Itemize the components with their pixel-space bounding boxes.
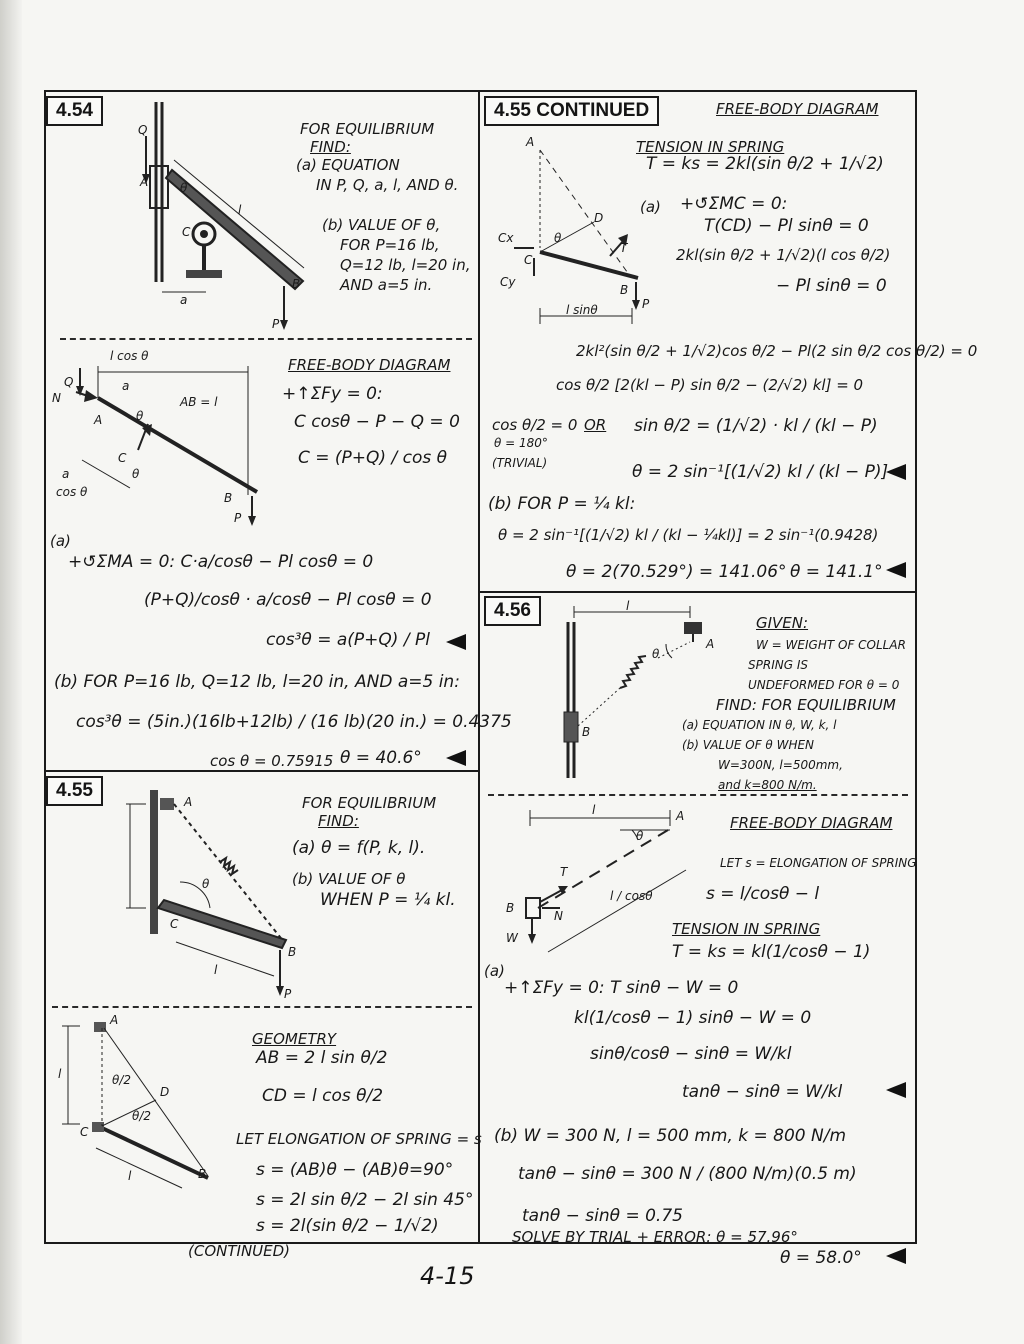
p456-g3: UNDEFORMED FOR θ = 0 bbox=[748, 678, 900, 692]
fbd-4-54 bbox=[52, 350, 272, 530]
fbd456-theta: θ bbox=[636, 829, 644, 843]
p455c-b3: θ = 141.1° bbox=[790, 562, 883, 582]
geo-C: C bbox=[80, 1125, 89, 1139]
problem-label-4-56: 4.56 bbox=[484, 596, 541, 626]
fbd454-Q: Q bbox=[64, 375, 74, 389]
p455c-c1b: θ = 180° bbox=[494, 436, 548, 450]
p455c-m3: 2kl(sin θ/2 + 1/√2)(l cos θ/2) bbox=[676, 246, 891, 264]
fbd-4-56 bbox=[490, 804, 700, 964]
p454-part-b: (b) FOR P=16 lb, Q=12 lb, l=20 in, AND a=5 in: bbox=[54, 672, 460, 692]
p454-find-b4: AND a=5 in. bbox=[340, 276, 433, 294]
problem-label-4-55: 4.55 bbox=[46, 776, 103, 806]
fbd456-lcos: l / cosθ bbox=[610, 889, 653, 903]
p456-fbd-title: FREE-BODY DIAGRAM bbox=[730, 814, 893, 832]
p454-find-a: (a) EQUATION bbox=[296, 156, 400, 174]
p455-let: LET ELONGATION OF SPRING = s bbox=[236, 1130, 482, 1148]
p455-find-b2: WHEN P = ¼ kl. bbox=[320, 890, 456, 910]
answer-marker bbox=[886, 1082, 906, 1098]
p454-eq-b1: cos³θ = (5in.)(16lb+12lb) / (16 lb)(20 in.) = 0.4375 bbox=[76, 712, 512, 732]
geometry-4-55 bbox=[58, 1012, 228, 1182]
problem-label-4-54: 4.54 bbox=[46, 96, 103, 126]
fbd455c-B: B bbox=[620, 283, 629, 297]
fig456-theta: θ bbox=[652, 647, 660, 661]
fbd454-A: A bbox=[94, 413, 103, 427]
p454-eq-b3: θ = 40.6° bbox=[340, 748, 422, 768]
p455c-part-a: (a) bbox=[640, 198, 661, 216]
fbd455c-A: A bbox=[526, 135, 535, 149]
p456-b2: tanθ − sinθ = 0.75 bbox=[522, 1206, 683, 1226]
fig454-Q: Q bbox=[138, 123, 148, 137]
fig454-theta: θ bbox=[180, 181, 188, 195]
p455c-tension-head: TENSION IN SPRING bbox=[636, 138, 785, 156]
p455c-tension: T = ks = 2kl(sin θ/2 + 1/√2) bbox=[646, 154, 884, 174]
fbd454-theta: θ bbox=[136, 409, 144, 423]
fig454-A: A bbox=[140, 175, 149, 189]
fbd454-theta2: θ bbox=[132, 467, 140, 481]
fbd454-a-over: a bbox=[62, 467, 70, 481]
p454-find-head: FOR EQUILIBRIUM bbox=[300, 120, 435, 138]
p454-eq-c1: C cosθ − P − Q = 0 bbox=[294, 412, 460, 432]
p455c-c3: θ = 2 sin⁻¹[(1/√2) kl / (kl − P)] bbox=[632, 462, 889, 482]
p456-part-a: (a) bbox=[484, 962, 505, 980]
fig455-C: C bbox=[170, 917, 179, 931]
p455-s3: s = 2l(sin θ/2 − 1/√2) bbox=[256, 1216, 439, 1236]
p455-geo1: AB = 2 l sin θ/2 bbox=[256, 1048, 388, 1068]
p456-b0: (b) W = 300 N, l = 500 mm, k = 800 N/m bbox=[494, 1126, 847, 1146]
p455-geo2: CD = l cos θ/2 bbox=[262, 1086, 384, 1106]
p455c-b1: θ = 2 sin⁻¹[(1/√2) kl / (kl − ¼kl)] = 2 sin⁻¹(0.9428) bbox=[498, 526, 879, 544]
p454-find-a2: IN P, Q, a, l, AND θ. bbox=[316, 176, 459, 194]
fbd455c-P: P bbox=[642, 297, 650, 311]
geo-A: A bbox=[110, 1013, 119, 1027]
problem-label-4-55-continued: 4.55 CONTINUED bbox=[484, 96, 659, 126]
divider-454-455 bbox=[44, 770, 480, 772]
p455-find-b: (b) VALUE OF θ bbox=[292, 870, 406, 888]
p454-find: FIND: bbox=[310, 138, 351, 156]
p456-e3: sinθ/cosθ − sinθ = W/kl bbox=[590, 1044, 792, 1064]
figure-4-55 bbox=[124, 784, 324, 1002]
answer-marker bbox=[886, 1248, 906, 1264]
fig455-A: A bbox=[184, 795, 193, 809]
answer-marker bbox=[886, 562, 906, 578]
p454-eq-m1: +↺ΣMA = 0: C·a/cosθ − Pl cosθ = 0 bbox=[68, 552, 374, 572]
p455c-part-b: (b) FOR P = ¼ kl: bbox=[488, 494, 636, 514]
p455c-m4: − Pl sinθ = 0 bbox=[776, 276, 887, 296]
divider-455c-456 bbox=[478, 591, 917, 593]
fbd454-cos: cos θ bbox=[56, 485, 88, 499]
p456-b3: SOLVE BY TRIAL + ERROR: θ = 57.96° bbox=[512, 1228, 798, 1246]
p456-s-eq: s = l/cosθ − l bbox=[706, 884, 820, 904]
p456-f4: and k=800 N/m. bbox=[718, 778, 817, 792]
p454-eq-sumfy: +↑ΣFy = 0: bbox=[282, 384, 383, 404]
fig454-C: C bbox=[182, 225, 191, 239]
p454-fbd-title: FREE-BODY DIAGRAM bbox=[288, 356, 451, 374]
fig454-l: l bbox=[238, 203, 242, 217]
fbd455c-Cx: Cx bbox=[498, 231, 514, 245]
p455c-fbd-title: FREE-BODY DIAGRAM bbox=[716, 100, 879, 118]
p456-b1: tanθ − sinθ = 300 N / (800 N/m)(0.5 m) bbox=[518, 1164, 857, 1184]
geo-B: B bbox=[198, 1167, 207, 1181]
page-number: 4-15 bbox=[420, 1262, 475, 1290]
fbd455c-C: C bbox=[524, 253, 533, 267]
p455-find-a: (a) θ = f(P, k, l). bbox=[292, 838, 426, 858]
p455c-m2: T(CD) − Pl sinθ = 0 bbox=[704, 216, 869, 236]
fig456-B: B bbox=[582, 725, 591, 739]
geo-D: D bbox=[160, 1085, 170, 1099]
p455c-m6: cos θ/2 [2(kl − P) sin θ/2 − (2/√2) kl] = 0 bbox=[556, 376, 864, 394]
answer-marker bbox=[446, 634, 466, 650]
p456-e2: kl(1/cosθ − 1) sinθ − W = 0 bbox=[574, 1008, 812, 1028]
answer-marker bbox=[446, 750, 466, 766]
fig454-B: B bbox=[292, 277, 301, 291]
p454-eq-m3: cos³θ = a(P+Q) / Pl bbox=[266, 630, 430, 650]
fbd456-l: l bbox=[592, 803, 596, 817]
fbd454-AB: AB = l bbox=[180, 395, 218, 409]
fbd456-W: W bbox=[506, 931, 518, 945]
fbd454-P: P bbox=[234, 511, 242, 525]
fig455-l: l bbox=[214, 963, 218, 977]
fbd455c-Cy: Cy bbox=[500, 275, 516, 289]
fbd-4-55-continued bbox=[490, 130, 650, 330]
fbd456-A: A bbox=[676, 809, 685, 823]
p455c-or: OR bbox=[584, 416, 607, 434]
separator-454-fbd bbox=[60, 338, 472, 340]
column-divider bbox=[478, 90, 480, 1244]
p456-find: FIND: FOR EQUILIBRIUM bbox=[716, 696, 896, 714]
p454-find-b2: FOR P=16 lb, bbox=[340, 236, 440, 254]
p456-e4: tanθ − sinθ = W/kl bbox=[682, 1082, 843, 1102]
p455c-c1: cos θ/2 = 0 bbox=[492, 416, 578, 434]
p454-part-a: (a) bbox=[50, 532, 71, 550]
fbd456-B: B bbox=[506, 901, 515, 915]
geo-l: l bbox=[58, 1067, 62, 1081]
p455-find-head: FOR EQUILIBRIUM bbox=[302, 794, 437, 812]
p456-f2: (b) VALUE OF θ WHEN bbox=[682, 738, 815, 752]
fbd454-N: N bbox=[52, 391, 61, 405]
fig456-l: l bbox=[626, 599, 630, 613]
p456-tension: T = ks = kl(1/cosθ − 1) bbox=[672, 942, 871, 962]
fbd454-lcos: l cos θ bbox=[110, 349, 149, 363]
p456-g1: W = WEIGHT OF COLLAR bbox=[756, 638, 906, 652]
fig455-theta: θ bbox=[202, 877, 210, 891]
p454-eq-b2: cos θ = 0.75915 bbox=[210, 752, 334, 770]
p456-g2: SPRING IS bbox=[748, 658, 808, 672]
fig455-P: P bbox=[284, 987, 292, 1001]
fbd455c-theta: θ bbox=[554, 231, 562, 245]
geo-th2a: θ/2 bbox=[112, 1073, 132, 1087]
p456-f3: W=300N, l=500mm, bbox=[718, 758, 843, 772]
separator-455-geometry bbox=[52, 1006, 472, 1008]
p455c-c2: sin θ/2 = (1/√2) · kl / (kl − P) bbox=[634, 416, 878, 436]
geo-th2b: θ/2 bbox=[132, 1109, 152, 1123]
p455c-m1: +↺ΣMC = 0: bbox=[680, 194, 788, 214]
fbd455c-lsin: l sinθ bbox=[566, 303, 598, 317]
fig455-B: B bbox=[288, 945, 297, 959]
p455c-m5: 2kl²(sin θ/2 + 1/√2)cos θ/2 − Pl(2 sin θ/2 cos θ/2) = 0 bbox=[576, 342, 978, 360]
fbd456-N: N bbox=[554, 909, 563, 923]
p454-eq-c2: C = (P+Q) / cos θ bbox=[298, 448, 448, 468]
figure-4-54 bbox=[128, 96, 328, 330]
p455c-c1c: (TRIVIAL) bbox=[492, 456, 548, 470]
fbd456-T: T bbox=[560, 865, 568, 879]
p456-f1: (a) EQUATION IN θ, W, k, l bbox=[682, 718, 837, 732]
answer-marker bbox=[886, 464, 906, 480]
p456-b4: θ = 58.0° bbox=[780, 1248, 862, 1268]
p454-find-b3: Q=12 lb, l=20 in, bbox=[340, 256, 471, 274]
p455-s1: s = (AB)θ − (AB)θ=90° bbox=[256, 1160, 454, 1180]
p456-e1: +↑ΣFy = 0: T sinθ − W = 0 bbox=[504, 978, 739, 998]
fbd454-a: a bbox=[122, 379, 130, 393]
p455c-b2: θ = 2(70.529°) = 141.06° bbox=[566, 562, 787, 582]
fbd455c-D: D bbox=[594, 211, 604, 225]
fbd454-B: B bbox=[224, 491, 233, 505]
p455-continued: (CONTINUED) bbox=[188, 1242, 291, 1260]
p454-find-b: (b) VALUE OF θ, bbox=[322, 216, 441, 234]
p455-find: FIND: bbox=[318, 812, 359, 830]
geo-l2: l bbox=[128, 1169, 132, 1183]
p455-s2: s = 2l sin θ/2 − 2l sin 45° bbox=[256, 1190, 474, 1210]
fig456-A: A bbox=[706, 637, 715, 651]
p454-eq-m2: (P+Q)/cosθ · a/cosθ − Pl cosθ = 0 bbox=[144, 590, 432, 610]
fbd454-C: C bbox=[118, 451, 127, 465]
p455-geo-title: GEOMETRY bbox=[252, 1030, 337, 1048]
fig454-a: a bbox=[180, 293, 188, 307]
p456-tension-head: TENSION IN SPRING bbox=[672, 920, 821, 938]
fig454-P: P bbox=[272, 317, 280, 331]
p456-given: GIVEN: bbox=[756, 614, 809, 632]
scan-edge-shadow bbox=[0, 0, 22, 1344]
fbd455c-T: T bbox=[620, 241, 628, 255]
separator-456-fbd bbox=[488, 794, 908, 796]
figure-4-56 bbox=[560, 600, 720, 780]
p456-let: LET s = ELONGATION OF SPRING bbox=[720, 856, 917, 870]
